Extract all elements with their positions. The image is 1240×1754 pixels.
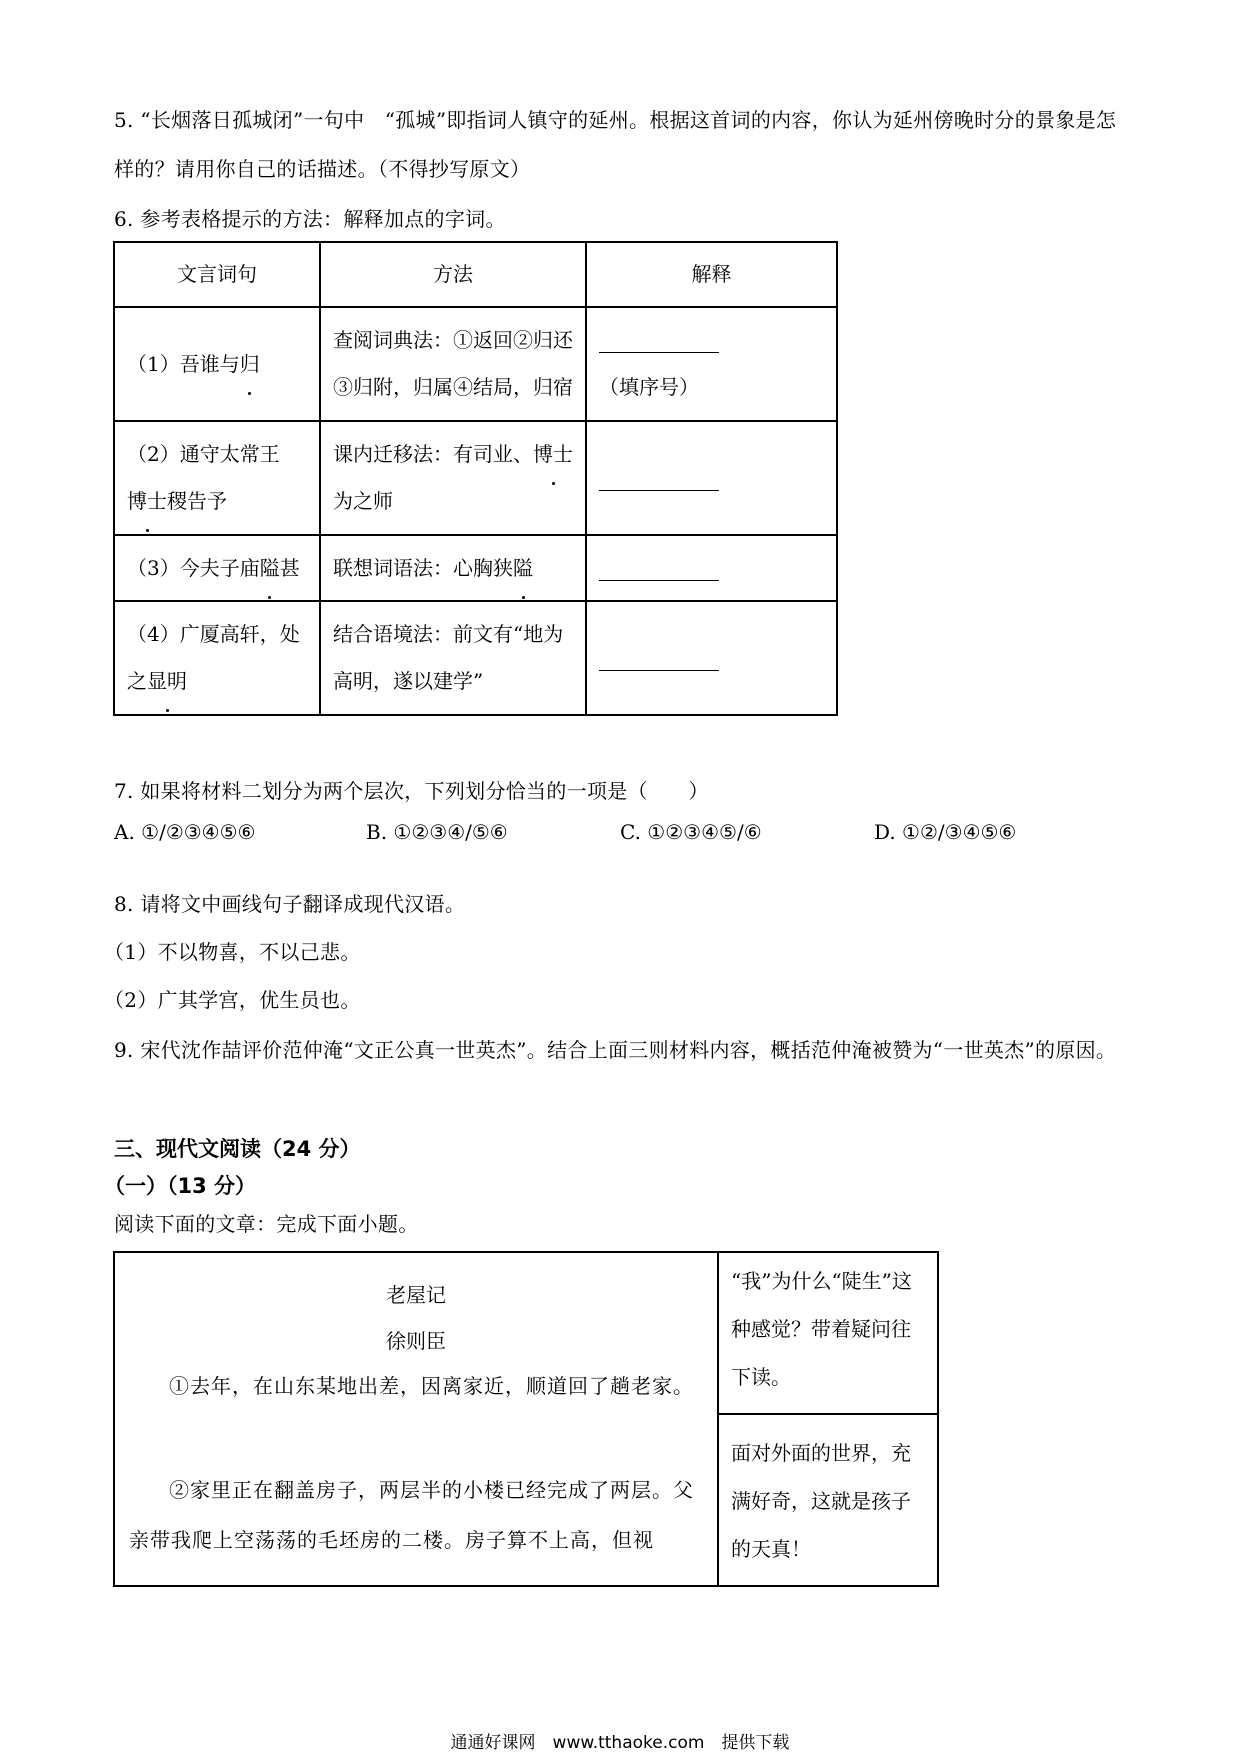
question-7-stem: 7. 如果将材料二划分为两个层次，下列划分恰当的一项是（ ）	[114, 779, 709, 803]
passage-paragraph-1: ①去年，在山东某地出差，因离家近，顺道回了趟老家。	[169, 1374, 694, 1398]
phrase-cell: （1）吾谁与归	[114, 307, 320, 421]
table-header-method: 方法	[320, 242, 586, 307]
answer-cell	[586, 601, 837, 715]
table-row	[114, 535, 837, 601]
section-title: 三、现代文阅读（24 分）	[114, 1137, 361, 1161]
answer-cell	[586, 421, 837, 535]
section-subtitle: （一）（13 分）	[104, 1174, 257, 1198]
margin-note-1: “我”为什么“陡生”这种感觉？带着疑问往下读。	[719, 1253, 937, 1415]
phrase-cell: （4）广厦高轩，处之显明	[114, 601, 320, 715]
method-table	[113, 241, 838, 716]
question-8-sentence-1: （1）不以物喜，不以己悲。	[104, 940, 361, 964]
reading-passage-box	[113, 1251, 939, 1587]
phrase-cell: （3）今夫子庙隘甚	[114, 535, 320, 601]
answer-blank[interactable]	[599, 648, 719, 671]
question-6-stem: 6. 参考表格提示的方法：解释加点的字词。	[114, 207, 506, 231]
margin-note-2: 面对外面的世界，充满好奇，这就是孩子的天真！	[731, 1441, 911, 1561]
reading-instruction: 阅读下面的文章：完成下面小题。	[114, 1212, 419, 1236]
question-8-sentence-2: （2）广其学宫，优生员也。	[104, 988, 361, 1012]
answer-blank[interactable]	[599, 558, 719, 581]
answer-blank[interactable]	[599, 330, 719, 353]
table-row	[114, 307, 837, 421]
page-footer: 通通好课网 www.tthaoke.com 提供下载	[450, 1733, 790, 1753]
option-a[interactable]: A. ①/②③④⑤⑥	[114, 820, 256, 844]
option-d[interactable]: D. ①②/③④⑤⑥	[874, 820, 1017, 844]
passage-author: 徐则臣	[386, 1329, 446, 1353]
answer-cell	[586, 535, 837, 601]
method-cell: 课内迁移法：有司业、博士为之师	[320, 421, 586, 535]
question-9: 9. 宋代沈作喆评价范仲淹“文正公真一世英杰”。结合上面三则材料内容，概括范仲淹被赞为“一世英杰”的原因。	[114, 1038, 1117, 1062]
answer-blank[interactable]	[599, 468, 719, 491]
question-8-stem: 8. 请将文中画线句子翻译成现代汉语。	[114, 892, 466, 916]
table-header-explain: 解释	[586, 242, 837, 307]
passage-column	[115, 1253, 719, 1585]
answer-cell: （填序号）	[586, 307, 837, 421]
passage-paragraph-2: ②家里正在翻盖房子，两层半的小楼已经完成了两层。父亲带我爬上空荡荡的毛坯房的二楼。房子算不上高，但视	[129, 1478, 694, 1552]
option-b[interactable]: B. ①②③④/⑤⑥	[366, 820, 508, 844]
passage-title: 老屋记	[386, 1283, 446, 1307]
method-cell: 查阅词典法：①返回②归还③归附，归属④结局，归宿	[320, 307, 586, 421]
table-row	[114, 421, 837, 535]
method-cell: 结合语境法：前文有“地为高明，遂以建学”	[320, 601, 586, 715]
option-c[interactable]: C. ①②③④⑤/⑥	[620, 820, 762, 844]
table-header-phrase: 文言词句	[114, 242, 320, 307]
method-cell: 联想词语法：心胸狭隘	[320, 535, 586, 601]
phrase-cell: （2）通守太常王博士稷告予	[114, 421, 320, 535]
table-row	[114, 601, 837, 715]
question-5: 5. “长烟落日孤城闭”一句中 “孤城”即指词人镇守的延州。根据这首词的内容，你认为延州傍晚时分的景象是怎样的？请用你自己的话描述。（不得抄写原文）	[114, 108, 1117, 181]
